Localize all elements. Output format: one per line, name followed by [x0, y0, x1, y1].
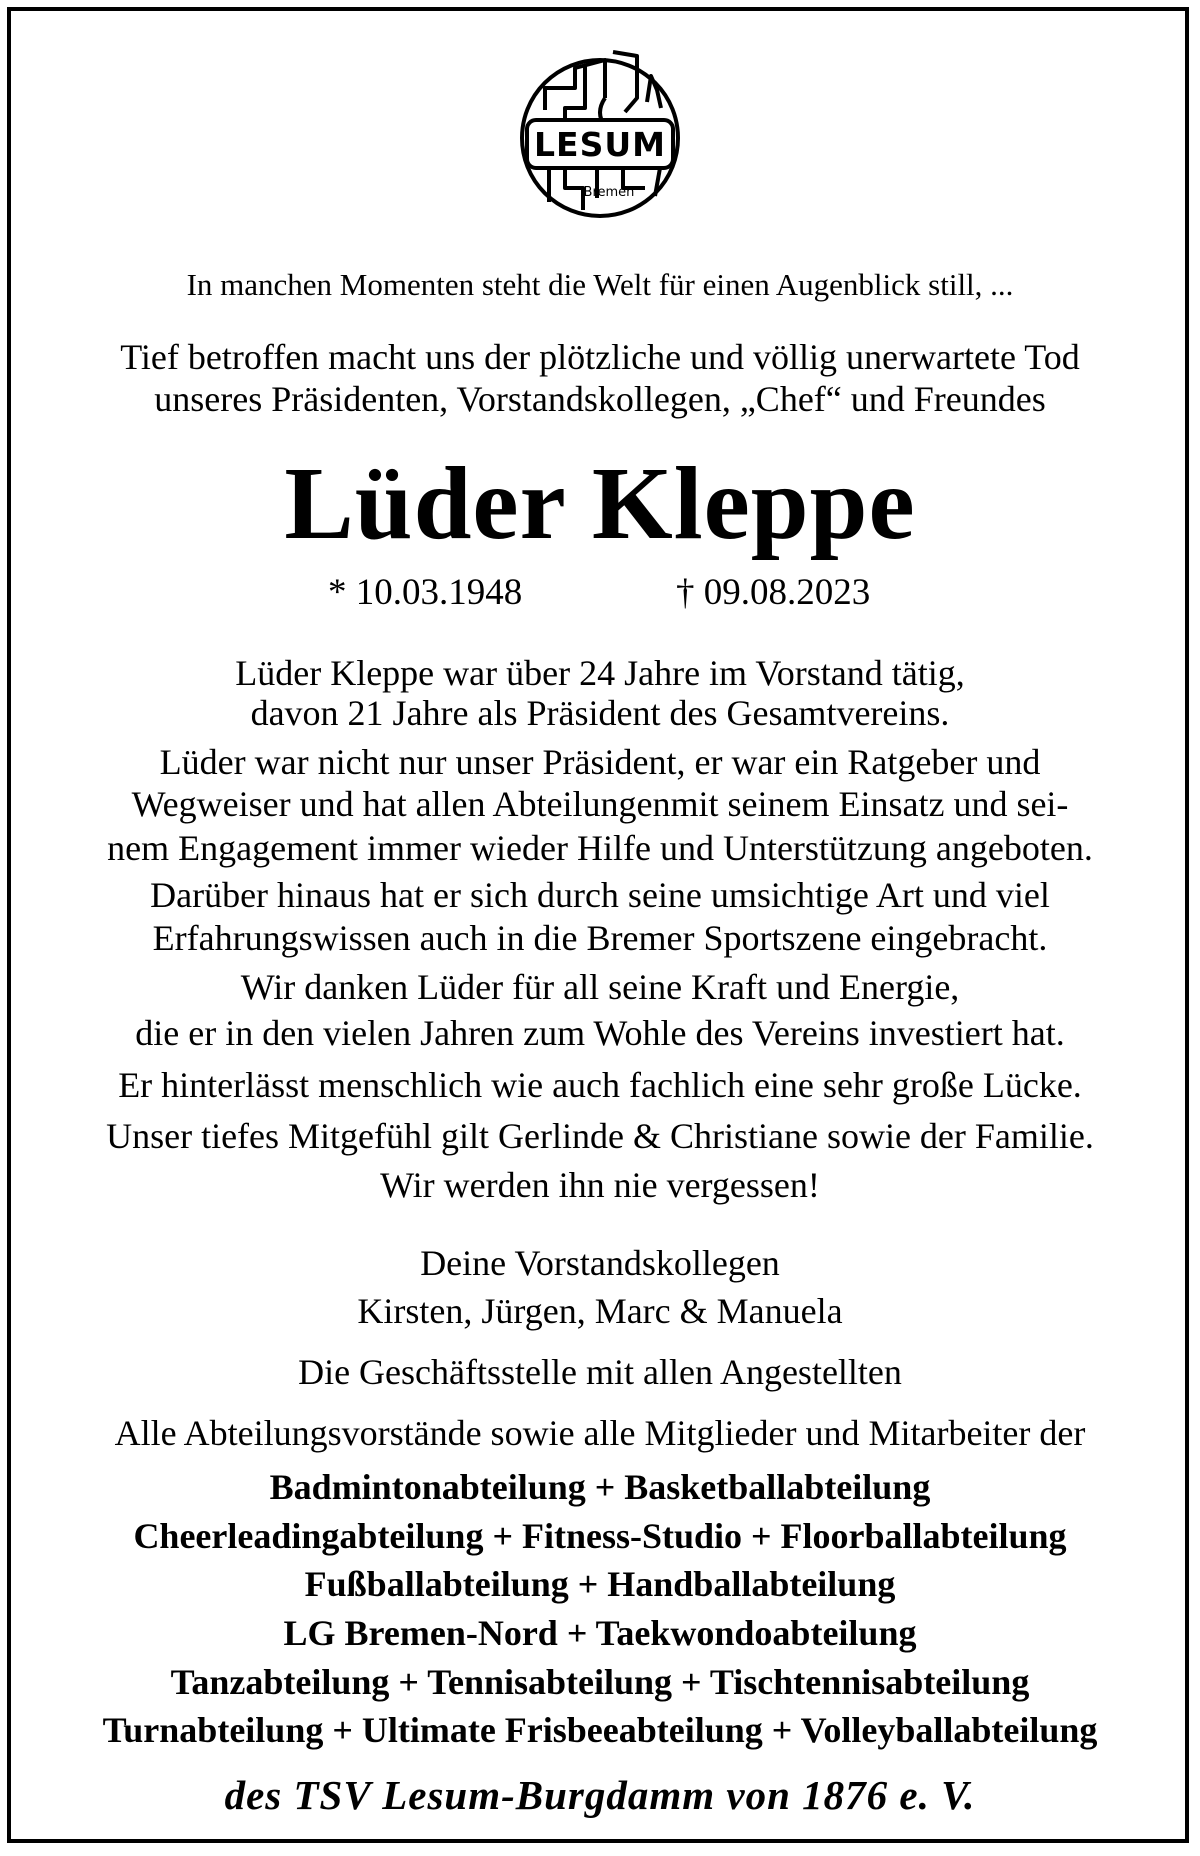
tribute-line: Erfahrungswissen auch in die Bremer Sportszene eingebracht. [152, 918, 1048, 958]
life-dates [12, 574, 1188, 616]
birth-date: * 10.03.1948 [328, 572, 523, 613]
logo-text: LESUM [534, 125, 666, 164]
tribute-line: nem Engagement immer wieder Hilfe und Unterstützung angeboten. [107, 828, 1093, 868]
tribute-line: Er hinterlässt menschlich wie auch fachlich eine sehr große Lücke. [118, 1065, 1082, 1105]
club-logo [505, 38, 695, 228]
department-line: LG Bremen-Nord + Taekwondoabteilung [283, 1613, 917, 1653]
intro-line: In manchen Momenten steht die Welt für einen Augenblick still, ... [186, 267, 1014, 302]
logo-subtext: Bremen [583, 185, 635, 200]
department-line: Fußballabteilung + Handballabteilung [304, 1564, 896, 1604]
signature-line: Kirsten, Jürgen, Marc & Manuela [357, 1291, 843, 1331]
tribute-line: davon 21 Jahre als Präsident des Gesamtvereins. [250, 693, 950, 733]
signature-line: Alle Abteilungsvorstände sowie alle Mitglieder und Mitarbeiter der [114, 1413, 1086, 1453]
department-line: Badmintonabteilung + Basketballabteilung [269, 1467, 931, 1507]
tribute-line: Wir danken Lüder für all seine Kraft und Energie, [240, 967, 960, 1007]
announcement-line-2: unseres Präsidenten, Vorstandskollegen, „Chef“ und Freundes [154, 379, 1046, 419]
tribute-line: Lüder war nicht nur unser Präsident, er war ein Ratgeber und [159, 742, 1041, 782]
death-date: † 09.08.2023 [676, 572, 871, 613]
department-line: Cheerleadingabteilung + Fitness-Studio + Floorballabteilung [133, 1516, 1067, 1556]
club-name: des TSV Lesum-Burgdamm von 1876 e. V. [224, 1772, 976, 1818]
department-line: Tanzabteilung + Tennisabteilung + Tischtennisabteilung [170, 1662, 1030, 1702]
signature-line: Die Geschäftsstelle mit allen Angestellten [298, 1352, 902, 1392]
tribute-line: Wegweiser und hat allen Abteilungenmit seinem Einsatz und sei- [131, 784, 1069, 824]
announcement-line-1: Tief betroffen macht uns der plötzliche und völlig unerwartete Tod [120, 337, 1080, 377]
tribute-line: Unser tiefes Mitgefühl gilt Gerlinde & Christiane sowie der Familie. [106, 1116, 1094, 1156]
tribute-line: Wir werden ihn nie vergessen! [380, 1165, 820, 1205]
tribute-line: Lüder Kleppe war über 24 Jahre im Vorstand tätig, [235, 653, 965, 693]
department-line: Turnabteilung + Ultimate Frisbeeabteilung + Volleyballabteilung [102, 1710, 1098, 1750]
tribute-line: Darüber hinaus hat er sich durch seine umsichtige Art und viel [150, 875, 1050, 915]
deceased-name: Lüder Kleppe [284, 446, 916, 561]
tribute-line: die er in den vielen Jahren zum Wohle des Vereins investiert hat. [135, 1013, 1065, 1053]
signature-line: Deine Vorstandskollegen [420, 1243, 780, 1283]
